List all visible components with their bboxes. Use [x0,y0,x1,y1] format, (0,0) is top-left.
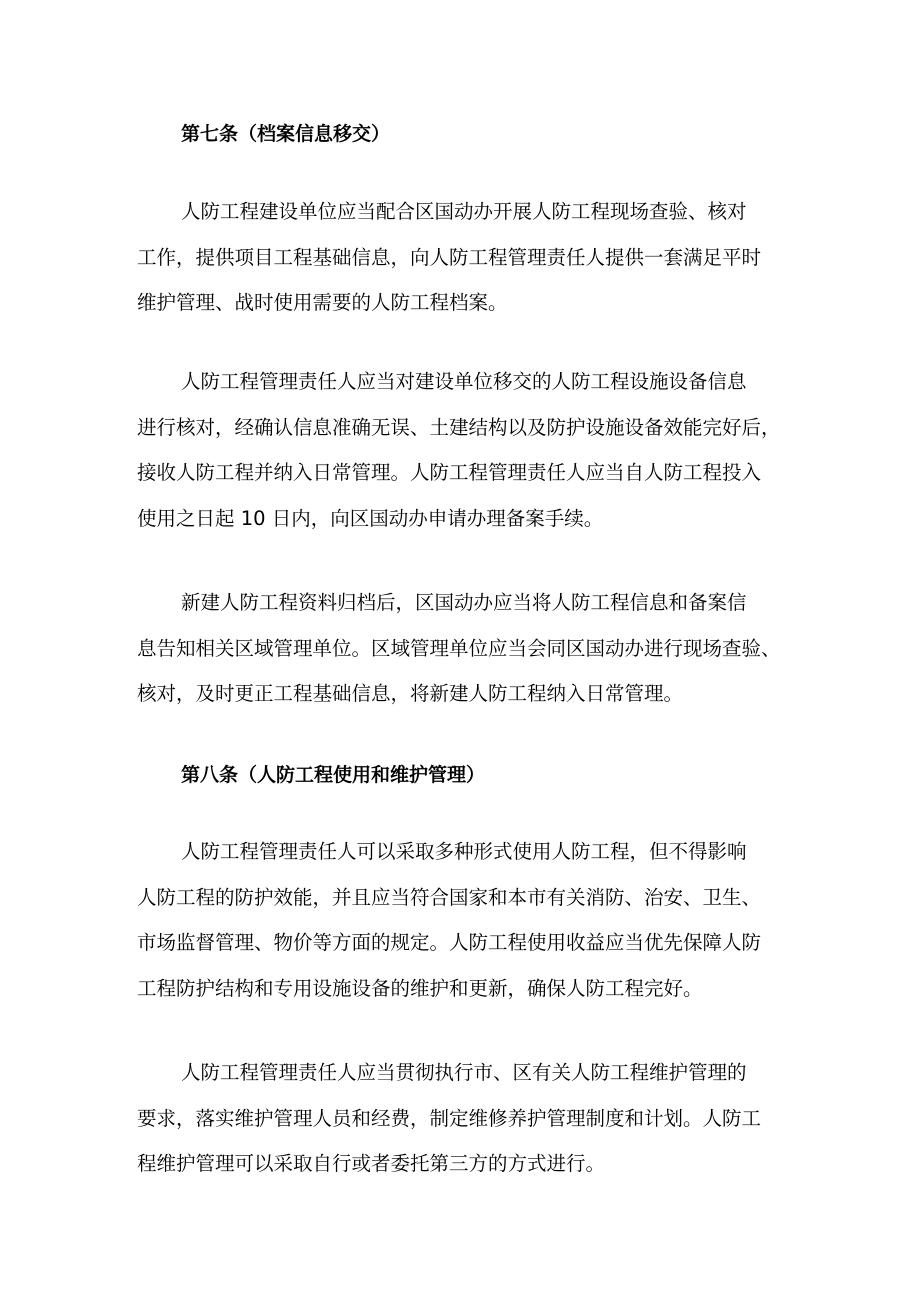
text-line: 工作，提供项目工程基础信息，向人防工程管理责任人提供一套满足平时 [137,245,762,269]
text-line: 维护管理、战时使用需要的人防工程档案。 [137,291,508,314]
text-line: 使用之日起 10 日内，向区国动办申请办理备案手续。 [137,506,604,530]
article-8-paragraph-1 [137,829,787,1011]
text-line: 市场监督管理、物价等方面的规定。人防工程使用收益应当优先保障人防 [137,931,762,954]
text-line: 人防工程的防护效能，并且应当符合国家和本市有关消防、治安、卫生、 [137,885,762,909]
text-line: 程维护管理可以采取自行或者委托第三方的方式进行。 [137,1152,606,1175]
text-line: 息告知相关区域管理单位。区域管理单位应当会同区国动办进行现场查验、 [137,636,781,660]
article-7-paragraph-1 [137,189,787,326]
article-8-heading: 第八条（人防工程使用和维护管理） [181,764,486,786]
article-7-heading: 第七条（档案信息移交） [181,123,391,145]
text-line: 要求，落实维护管理人员和经费，制定维修养护管理制度和计划。人防工 [137,1106,762,1130]
article-7-paragraph-3 [137,580,787,717]
text-line: 新建人防工程资料归档后，区国动办应当将人防工程信息和备案信 [181,591,747,614]
text-line: 人防工程建设单位应当配合区国动办开展人防工程现场查验、核对 [181,200,747,223]
article-8-paragraph-2 [137,1050,787,1187]
text-line: 人防工程管理责任人应当贯彻执行市、区有关人防工程维护管理的 [181,1061,747,1084]
text-line: 接收人防工程并纳入日常管理。人防工程管理责任人应当自人防工程投入 [137,461,762,484]
article-7-paragraph-2 [137,359,787,541]
text-line: 进行核对，经确认信息准确无误、土建结构以及防护设施设备效能完好后， [137,415,781,439]
text-line: 核对，及时更正工程基础信息，将新建人防工程纳入日常管理。 [137,682,684,705]
text-line: 人防工程管理责任人应当对建设单位移交的人防工程设施设备信息 [181,370,747,393]
text-line: 人防工程管理责任人可以采取多种形式使用人防工程，但不得影响 [181,840,747,863]
text-line: 工程防护结构和专用设施设备的维护和更新，确保人防工程完好。 [137,976,703,1000]
